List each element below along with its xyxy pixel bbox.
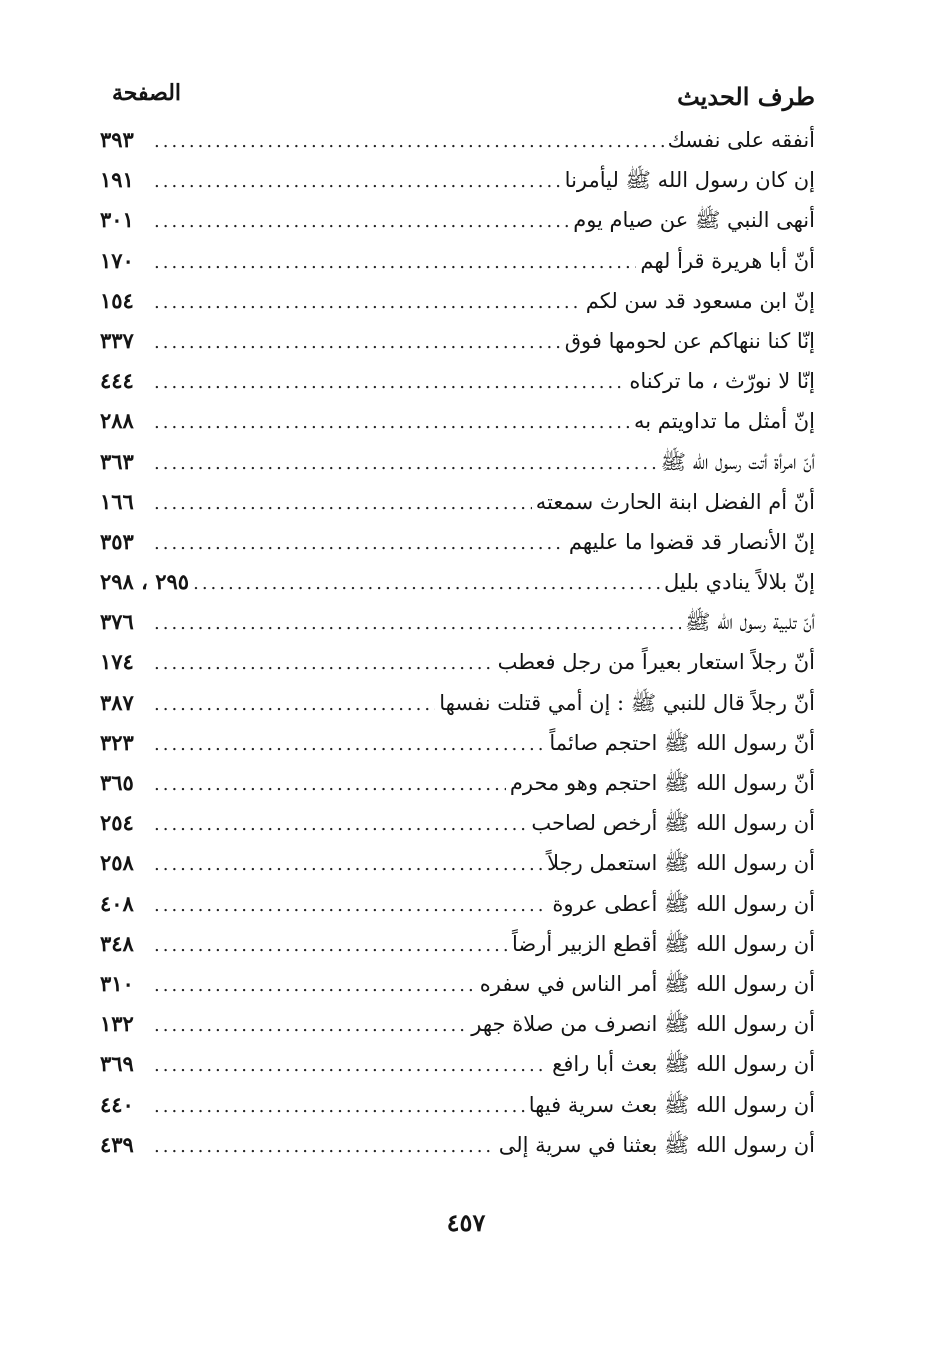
dot-leader [154,845,543,883]
hadith-incipit: إنّ أمثل ما تداويتم به [633,409,815,434]
index-entry [100,924,815,964]
dot-leader [154,444,657,482]
page-reference: ٣٦٥ [100,770,134,795]
page-reference: ١٧٠ [100,247,134,273]
index-header [100,82,815,116]
page-column-heading: الصفحة [112,80,182,106]
page-reference: ١٩١ [100,167,134,193]
index-entry [100,884,815,924]
dot-leader [154,805,527,843]
dot-leader [154,162,561,200]
dot-leader [154,1006,467,1044]
dot-leader [154,524,565,562]
index-entry [100,281,815,321]
page-reference: ٤٤٤ [100,368,134,394]
page-reference: ٣١٠ [100,970,134,996]
dot-leader [154,1127,495,1165]
page-reference: ١٥٤ [100,287,134,313]
hadith-incipit: أن رسول الله ﷺ أقطع الزبير أرضاً [511,931,815,956]
page-reference: ٤٠٨ [100,890,134,916]
page-number: ٤٥٧ [446,1208,486,1237]
hadith-incipit: أنّ أبا هريرة قرأ لهم [640,248,815,273]
index-entry [100,200,815,240]
page-reference: ٣٩٣ [100,127,134,152]
hadith-incipit: أنّ رجلاً قال للنبي ﷺ : إن أمي قتلت نفسها [439,690,815,715]
hadith-incipit: أن رسول الله ﷺ استعمل رجلاً [547,851,815,876]
index-entry [100,723,815,763]
index-entry [100,1125,815,1165]
page-reference: ١٦٦ [100,488,134,514]
hadith-column-heading: طرف الحديث [677,82,815,111]
dot-leader [154,403,630,441]
index-entry [100,482,815,522]
dot-leader [154,604,681,642]
page-reference: ٣٤٨ [100,930,134,956]
hadith-incipit: أن رسول الله ﷺ بعث أبا رافع [552,1052,815,1077]
dot-leader [154,644,494,682]
page-reference: ١٧٤ [100,649,134,675]
hadith-incipit: أنّ رسول الله ﷺ احتجم وهو محرم [509,771,815,795]
index-entry [100,1085,815,1125]
hadith-incipit: أنّ رجلاً استعار بعيراً من رجل فعطب [497,650,815,675]
page-reference: ٢٥٤ [100,810,134,836]
page-reference: ٣٨٧ [100,689,134,715]
index-entry [100,241,815,281]
hadith-incipit: أن رسول الله ﷺ أمر الناس في سفره [479,971,815,996]
index-entry [100,843,815,883]
page-reference: ٢٨٨ [100,408,134,434]
dot-leader [154,765,506,803]
index-entry [100,602,815,642]
hadith-incipit: أنّ رسول الله ﷺ احتجم صائماً [549,730,815,755]
index-entry [100,642,815,682]
dot-leader [154,685,435,723]
index-entry [100,442,815,482]
dot-leader [154,122,664,160]
dot-leader [154,243,636,281]
hadith-incipit: أنهى النبي ﷺ عن صيام يوم [573,208,815,233]
hadith-incipit: إنّ بلالاً ينادي بليل [663,570,815,595]
index-entry [100,1044,815,1084]
index-entry [100,522,815,562]
index-entry [100,803,815,843]
page-reference: ٣٣٧ [100,327,134,353]
hadith-incipit: أن رسول الله ﷺ أعطى عروة [552,891,815,916]
page-reference: ٣٦٣ [100,448,134,474]
page-reference: ٤٣٩ [100,1131,134,1157]
dot-leader [154,363,625,401]
page-reference: ٢٥٨ [100,850,134,876]
page-reference: ١٣٢ [100,1011,134,1037]
hadith-incipit: أن رسول الله ﷺ انصرف من صلاة جهر [471,1012,815,1037]
index-entry [100,160,815,200]
dot-leader [154,484,532,522]
page-reference: ٣٠١ [100,207,134,233]
page-reference: ٤٤٠ [100,1091,134,1117]
index-entry [100,401,815,441]
index-entry [100,964,815,1004]
hadith-incipit: أن رسول الله ﷺ بعث سرية فيها [528,1092,815,1117]
hadith-incipit: أن رسول الله ﷺ بعثنا في سرية إلى [498,1132,815,1157]
dot-leader [154,202,569,240]
hadith-incipit: إنّ ابن مسعود قد سن لكم [585,288,815,313]
index-entry [100,1004,815,1044]
index-entry [100,321,815,361]
hadith-incipit: أنّ أم الفضل ابنة الحارث سمعته [535,489,815,514]
hadith-incipit: أن رسول الله ﷺ أرخص لصاحب [531,811,815,836]
hadith-incipit: إنّ الأنصار قد قضوا ما عليهم [568,529,815,554]
page-reference: ٣٦٩ [100,1051,134,1077]
index-entry [100,361,815,401]
index-entry [100,120,815,160]
dot-leader [154,283,582,321]
dot-leader [154,725,545,763]
hadith-incipit: أنّ تلبية رسول الله ﷺ [685,610,815,635]
dot-leader [154,966,476,1004]
hadith-incipit: إنّا لا نورّث ، ما تركناه [629,369,815,394]
dot-leader [154,323,561,361]
index-entry [100,763,815,803]
page-reference: ٣٥٣ [100,528,134,554]
hadith-incipit: أنفقه على نفسك [667,128,815,152]
index-entry [100,562,815,602]
page-reference: ٢٩٥ ، ٢٩٨ [100,569,190,595]
hadith-incipit: إنّا كنا ننهاكم عن لحومها فوق [564,328,815,353]
hadith-incipit: أنّ امرأة أتت رسول الله ﷺ [660,449,815,474]
dot-leader [193,564,660,602]
page-reference: ٣٧٦ [100,609,134,635]
hadith-incipit: إن كان رسول الله ﷺ ليأمرنا [564,168,815,193]
dot-leader [154,886,548,924]
index-entry [100,683,815,723]
dot-leader [154,1087,525,1125]
page-reference: ٣٢٣ [100,729,134,755]
dot-leader [154,1046,548,1084]
hadith-index-list [100,120,815,1165]
dot-leader [154,926,508,964]
